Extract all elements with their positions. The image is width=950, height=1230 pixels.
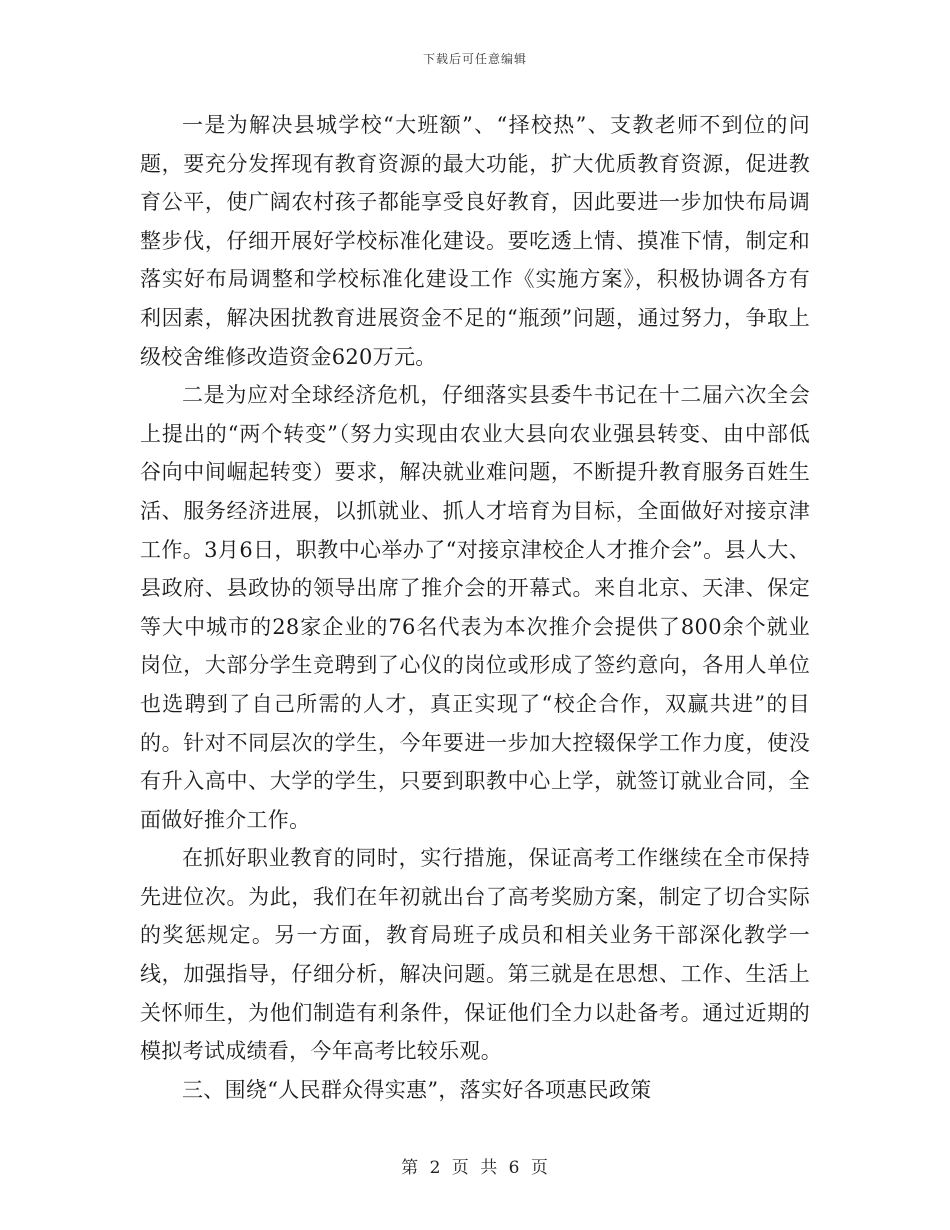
paragraph-1: 一是为解决县城学校“大班额”、“择校热”、支教老师不到位的问题，要充分发挥现有教育资源的最大功能，扩大优质教育资源，促进教育公平，使广阔农村孩子都能享受良好教育，因此要进一步加快布局调整步伐，仔细开展好学校标准化建设。要吃透上情、摸准下情，制定和落实好布局调整和学校标准化建设工作《实施方案》，积极协调各方有利因素，解决困扰教育进展资金不足的“瓶颈”问题，通过努力，争取上级校舍维修改造资金620万元。 bbox=[140, 113, 810, 369]
page-number: 第 2 页 共 6 页 bbox=[401, 1158, 549, 1178]
paragraph-3: 在抓好职业教育的同时，实行措施，保证高考工作继续在全市保持先进位次。为此，我们在年初就出台了高考奖励方案，制定了切合实际的奖惩规定。另一方面，教育局班子成员和相关业务干部深化教学一线，加强指导，仔细分析，解决问题。第三就是在思想、工作、生活上关怀师生，为他们制造有利条件，保证他们全力以赴备考。通过近期的模拟考试成绩看，今年高考比较乐观。 bbox=[140, 846, 810, 1064]
document-body bbox=[140, 106, 810, 1109]
paragraph-2: 二是为应对全球经济危机，仔细落实县委牛书记在十二届六次全会上提出的“两个转变”（努力实现由农业大县向农业强县转变、由中部低谷向中间崛起转变）要求，解决就业难问题，不断提升教育服务百姓生活、服务经济进展，以抓就业、抓人才培育为目标，全面做好对接京津工作。3月6日，职教中心举办了“对接京津校企人才推介会”。县人大、县政府、县政协的领导出席了推介会的开幕式。来自北京、天津、保定等大中城市的28家企业的76名代表为本次推介会提供了800余个就业岗位，大部分学生竞聘到了心仪的岗位或形成了签约意向，各用人单位也选聘到了自己所需的人才，真正实现了“校企合作，双赢共进”的目的。针对不同层次的学生，今年要进一步加大控辍保学工作力度，使没有升入高中、大学的学生，只要到职教中心上学，就签订就业合同，全面做好推介工作。 bbox=[140, 383, 810, 832]
header-note: 下载后可任意编辑 bbox=[422, 52, 527, 66]
section-heading: 三、围绕“人民群众得实惠”，落实好各项惠民政策 bbox=[182, 1077, 652, 1102]
